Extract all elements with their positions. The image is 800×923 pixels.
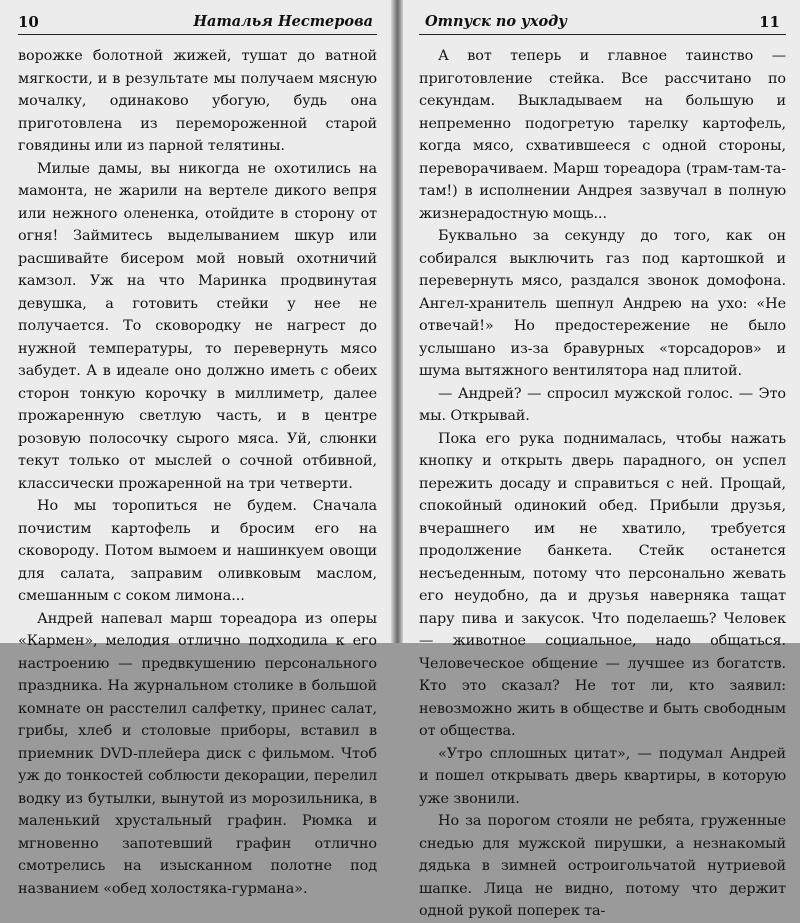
right-page-header	[419, 10, 786, 35]
right-page	[403, 0, 800, 919]
paragraph: Андрей напевал марш тореадора из оперы «Кармен», мелодия отлично подходила к его настроению — предвкушению персонального праздника. На журнальном столике в большой комнате он расстелил салфетку, принес салат, грибы, хлеб и столовые приборы, вставил в приемник DVD-плейера диск с фильмом. Чтоб уж до тонкостей соблюсти декорации, перелил водку из бутылки, вынутой из морозильника, в маленький хрустальный графин. Рюмка и мгновенно запотевший графин отлично смотрелись на изысканном полотне под названием «обед холостяка-гурмана».	[18, 610, 377, 897]
paragraph: А вот теперь и главное таинство — приготовление стейка. Все рассчитано по секундам. Выкладываем на большую и непременно подогретую тарелку картофель, когда мясо, схватившееся с одной стороны, переворачиваем. Марш тореадора (трам-там-та-там!) в исполнении Андрея зазвучал в полную жизнерадостную мощь...	[419, 48, 786, 222]
paragraph: Но за порогом стояли не ребята, груженные снедью для мужской пирушки, а незнакомый дядька в зимней остроигольчатой нутриевой шапке. Лица не видно, потому что держит одной рукой поперек та-	[419, 813, 786, 919]
paragraph: «Утро сплошных цитат», — подумал Андрей и пошел открывать дверь квартиры, в которую уже звонили.	[419, 745, 786, 807]
right-page-body	[419, 45, 786, 923]
paragraph: Но мы торопиться не будем. Сначала почистим картофель и бросим его на сковороду. Потом вымоем и нашинкуем овощи для салата, заправим оливковым маслом, смешанным с соком лимона...	[18, 498, 377, 604]
book-gutter	[391, 0, 403, 643]
paragraph: Пока его рука поднималась, чтобы нажать кнопку и открыть дверь парадного, он успел пережить досаду и справиться с ней. Прощай, спокойный одинокий обед. Прибыли друзья, вчерашнего им не хватило, требуется продолжение банкета. Стейк останется несъеденным, потому что персонально жевать его неудобно, да и друзья наверняка тащат пару пива и закусок. Что поделаешь? Человек — животное социальное, надо общаться. Человеческое общение — лучшее из богатств. Кто это сказал? Не тот ли, кто заявил: невозможно жить в обществе и быть свободным от общества.	[419, 430, 786, 739]
paragraph: Милые дамы, вы никогда не охотились на мамонта, не жарили на вертеле дикого вепря или нежного олененка, отойдите в сторону от огня! Займитесь выделыванием шкур или расшивайте бисером мой новый охотничий камзол. Уж на что Маринка продвинутая девушка, а готовить стейки у нее не получается. То сковородку не нагрест до нужной температуры, то перевернуть мясо забудет. А в идеале оно должно иметь с обеих сторон тонкую корочку в миллиметр, далее прожаренную светлую часть, и в центре розовую полосочку сырого мяса. Уй, слюнки текут только от мыслей о сочной отбивной, классически прожаренной на три четверти.	[18, 160, 377, 492]
left-page	[0, 0, 391, 897]
left-page-header	[18, 10, 377, 35]
paragraph: ворожке болотной жижей, тушат до ватной мягкости, и в результате мы получаем мясную мочалку, одинаково убогую, будь она приготовлена из перемороженной старой говядины или из парной телятины.	[18, 48, 377, 154]
page-number: 11	[759, 13, 780, 31]
paragraph: Буквально за секунду до того, как он собирался выключить газ под картошкой и перевернуть мясо, раздался звонок домофона. Ангел-хранитель шепнул Андрею на ухо: «Не отвечай!» Но предостережение не было услышано из-за бравурных «торсадоров» и шума вытяжного вентилятора над плитой.	[419, 228, 786, 379]
left-page-body	[18, 45, 377, 900]
page-number: 10	[18, 13, 39, 31]
running-title-author: Наталья Нестерова	[193, 13, 373, 30]
running-title-book: Отпуск по уходу	[425, 13, 567, 30]
paragraph: — Андрей? — спросил мужской голос. — Это мы. Открывай.	[419, 385, 786, 424]
